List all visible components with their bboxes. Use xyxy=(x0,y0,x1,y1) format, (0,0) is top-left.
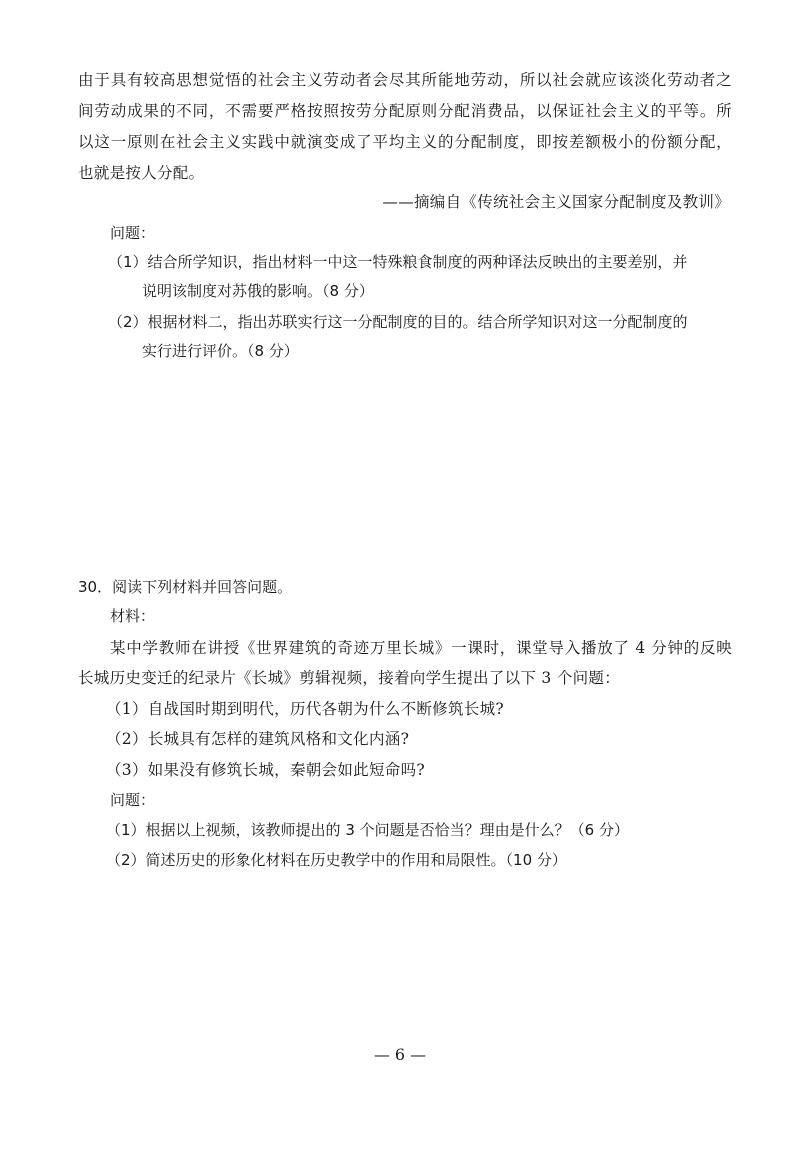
q29-questions-label: 问题： xyxy=(110,224,156,242)
q30-questions-label: 问题： xyxy=(110,791,156,809)
q30-question-1: （1）根据以上视频，该教师提出的 3 个问题是否恰当？理由是什么？（6 分） xyxy=(106,821,629,839)
q30-title: 30．阅读下列材料并回答问题。 xyxy=(78,578,293,596)
material2-line-1: 由于具有较高思想觉悟的社会主义劳动者会尽其所能地劳动，所以社会就应该淡化劳动者之 xyxy=(78,71,732,89)
q29-question-1-line-2: 说明该制度对苏俄的影响。（8 分） xyxy=(142,282,374,300)
page-number: — 6 — xyxy=(373,1045,427,1064)
material2-line-3: 以这一原则在社会主义实践中就演变成了平均主义的分配制度，即按差额极小的份额分配， xyxy=(78,133,732,151)
material2-line-4: 也就是按人分配。 xyxy=(78,164,205,182)
q29-question-2-line-2: 实行进行评价。（8 分） xyxy=(142,342,299,360)
q29-question-2-line-1: （2）根据材料二，指出苏联实行这一分配制度的目的。结合所学知识对这一分配制度的 xyxy=(108,313,688,331)
q30-subquestion-2: （2）长城具有怎样的建筑风格和文化内涵? xyxy=(106,730,410,748)
material2-source: ——摘编自《传统社会主义国家分配制度及教训》 xyxy=(382,193,730,211)
q29-question-1-line-1: （1）结合所学知识，指出材料一中这一特殊粮食制度的两种译法反映出的主要差别，并 xyxy=(108,253,688,271)
q30-subquestion-3: （3）如果没有修筑长城，秦朝会如此短命吗? xyxy=(106,761,425,779)
q30-subquestion-1: （1）自战国时期到明代，历代各朝为什么不断修筑长城? xyxy=(106,700,504,718)
material2-line-2: 间劳动成果的不同，不需要严格按照按劳分配原则分配消费品，以保证社会主义的平等。所 xyxy=(78,102,732,120)
q30-material-label: 材料： xyxy=(110,607,156,625)
q30-material-line-1: 某中学教师在讲授《世界建筑的奇迹万里长城》一课时，课堂导入播放了 4 分钟的反映 xyxy=(110,639,732,657)
q30-material-line-2: 长城历史变迁的纪录片《长城》剪辑视频，接着向学生提出了以下 3 个问题： xyxy=(78,669,621,687)
q30-question-2: （2）简述历史的形象化材料在历史教学中的作用和局限性。（10 分） xyxy=(106,851,567,869)
